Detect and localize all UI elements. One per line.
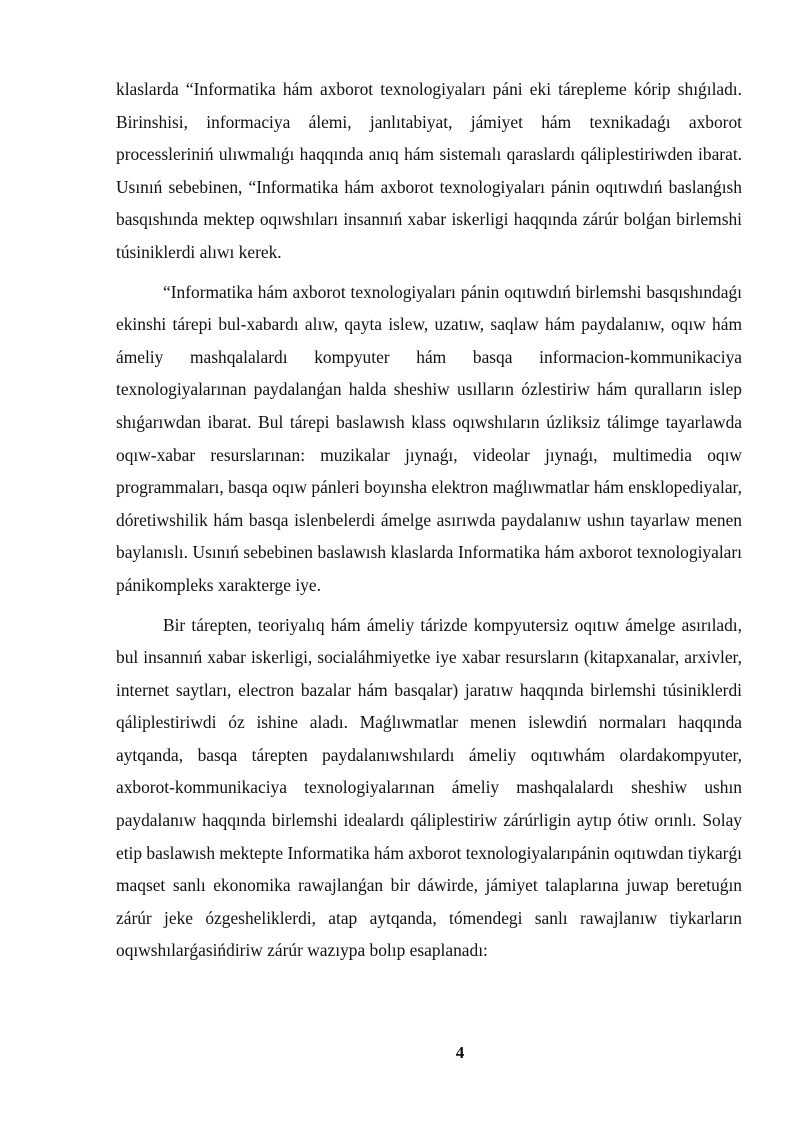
paragraph-1: klaslarda “Informatika hám axborot texnologiyaları páni eki tárepleme kórip shıǵıladı. Birinshisi, informaciya álemi, janlıtabiyat, jámiyet hám texnikadaǵı axborot processleriniń ulıwmalıǵı haqqında anıq hám sistemalı qaraslardı qáliplestiriwden ibarat. Usınıń sebebinen, “Informatika hám axborot texnologiyaları pánin oqıtıwdıń baslanǵısh basqıshında mektep oqıwshıları insannıń xabar iskerligi haqqında zárúr bolǵan birlemshi túsiniklerdi alıwı kerek. [116, 79, 742, 262]
paragraph-2: “Informatika hám axborot texnologiyaları pánin oqıtıwdıń birlemshi basqıshındaǵı ekinshi tárepi bul-xabardı alıw, qayta islew, uzatıw, saqlaw hám paydalanıw, oqıw hám ámeliy mashqalalardı kompyuter hám basqa informacion-kommunikaciya texnologiyalarınan paydalanǵan halda sheshiw usılların ózlestiriw hám quralların islep shıǵarıwdan ibarat. Bul tárepi baslawısh klass oqıwshıların úzliksiz tálimge tayarlawda oqıw-xabar resurslarınan: muzikalar jıynaǵı, videolar jıynaǵı, multimedia oqıw programmaları, basqa oqıw pánleri boyınsha elektron maǵlıwmatlar hám ensklopediyalar, dóretiwshilik hám basqa islenbelerdi ámelge asırıwda paydalanıw ushın tayarlaw menen baylanıslı. Usınıń sebebinen baslawısh klaslarda Informatika hám axborot texnologiyaları pánikompleks xarakterge iye. [116, 281, 742, 595]
body-text [116, 73, 742, 967]
paragraph-3: Bir tárepten, teoriyalıq hám ámeliy tárizde kompyutersiz oqıtıw ámelge asırıladı, bul insannıń xabar iskerligi, socialáhmiyetke iye xabar resursların (kitapxanalar, arxivler, internet saytları, electron bazalar hám basqalar) jaratıw haqqında birlemshi túsiniklerdi qáliplestiriwdi óz ishine aladı. Maǵlıwmatlar menen islewdiń normaları haqqında aytqanda, basqa tárepten paydalanıwshılardı ámeliy oqıtıwhám olardakompyuter, axborot-kommunikaciya texnologiyalarınan ámeliy mashqalalardı sheshiw ushın paydalanıw haqqında birlemshi idealardı qáliplestiriw zárúrligin aytıp ótiw orınlı. Solay etip baslawısh mektepte Informatika hám axborot texnologiyalarıpánin oqıtıwdan tiykarǵı maqset sanlı ekonomika rawajlanǵan bir dáwirde, jámiyet talaplarına juwap beretuǵın zárúr jeke ózgesheliklerdi, atap aytqanda, tómendegi sanlı rawajlanıw tiykarların oqıwshılarǵasińdiriw zárúr wazıypa bolıp esaplanadı: [116, 614, 742, 961]
page-number: 4 [455, 1043, 465, 1062]
